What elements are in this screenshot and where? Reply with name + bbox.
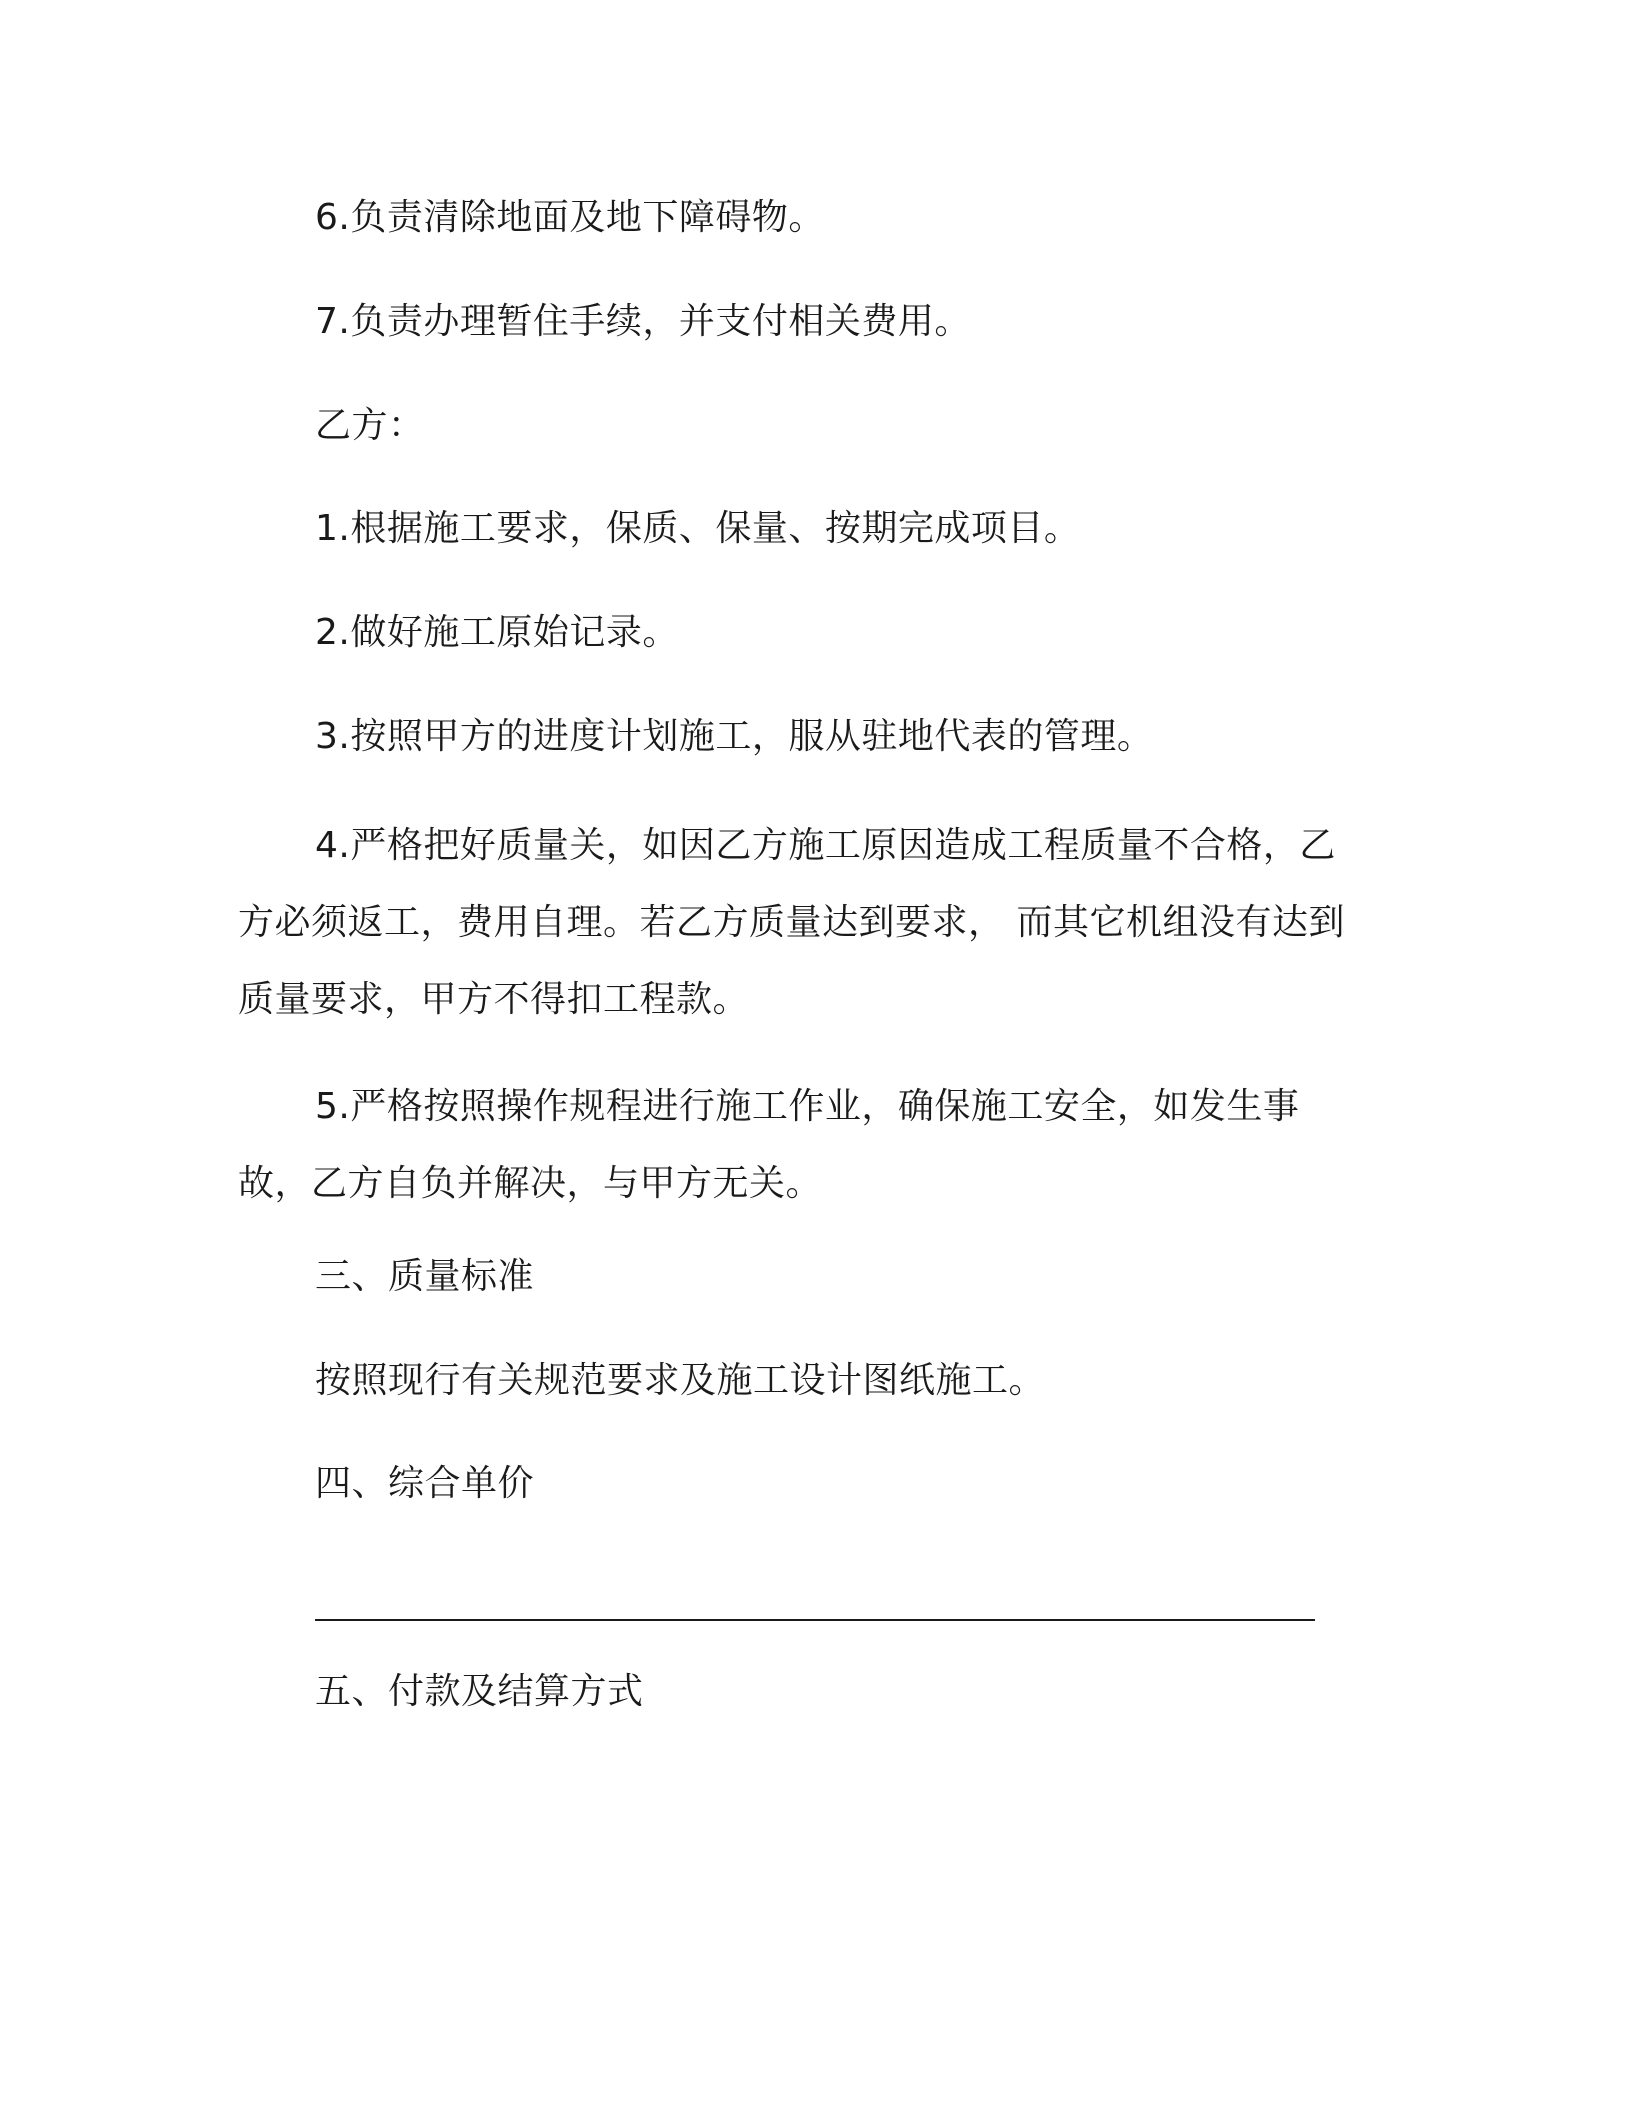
section-3-heading: 三、质量标准 — [315, 1256, 535, 1297]
section-5-heading: 五、付款及结算方式 — [315, 1671, 644, 1712]
obligation-item-7: 7.负责办理暂住手续，并支付相关费用。 — [315, 301, 971, 342]
party-b-item-5: 5.严格按照操作规程进行施工作业，确保施工安全，如发生事故，乙方自负并解决，与甲方无关。 — [238, 1086, 1300, 1204]
party-b-label: 乙方： — [315, 405, 425, 446]
section-3-body: 按照现行有关规范要求及施工设计图纸施工。 — [315, 1360, 1046, 1401]
party-b-item-3: 3.按照甲方的进度计划施工，服从驻地代表的管理。 — [315, 716, 1154, 757]
party-b-item-2: 2.做好施工原始记录。 — [315, 612, 679, 653]
party-b-item-4-paragraph — [238, 807, 1368, 1038]
blank-fill-line — [315, 1619, 1315, 1621]
section-4-heading: 四、综合单价 — [315, 1463, 535, 1504]
party-b-item-4: 4.严格把好质量关，如因乙方施工原因造成工程质量不合格，乙方必须返工，费用自理。若乙方质量达到要求， 而其它机组没有达到质量要求，甲方不得扣工程款。 — [238, 825, 1345, 1020]
party-b-item-1: 1.根据施工要求，保质、保量、按期完成项目。 — [315, 508, 1081, 549]
party-b-item-5-paragraph — [238, 1068, 1368, 1222]
obligation-item-6: 6.负责清除地面及地下障碍物。 — [315, 197, 825, 238]
